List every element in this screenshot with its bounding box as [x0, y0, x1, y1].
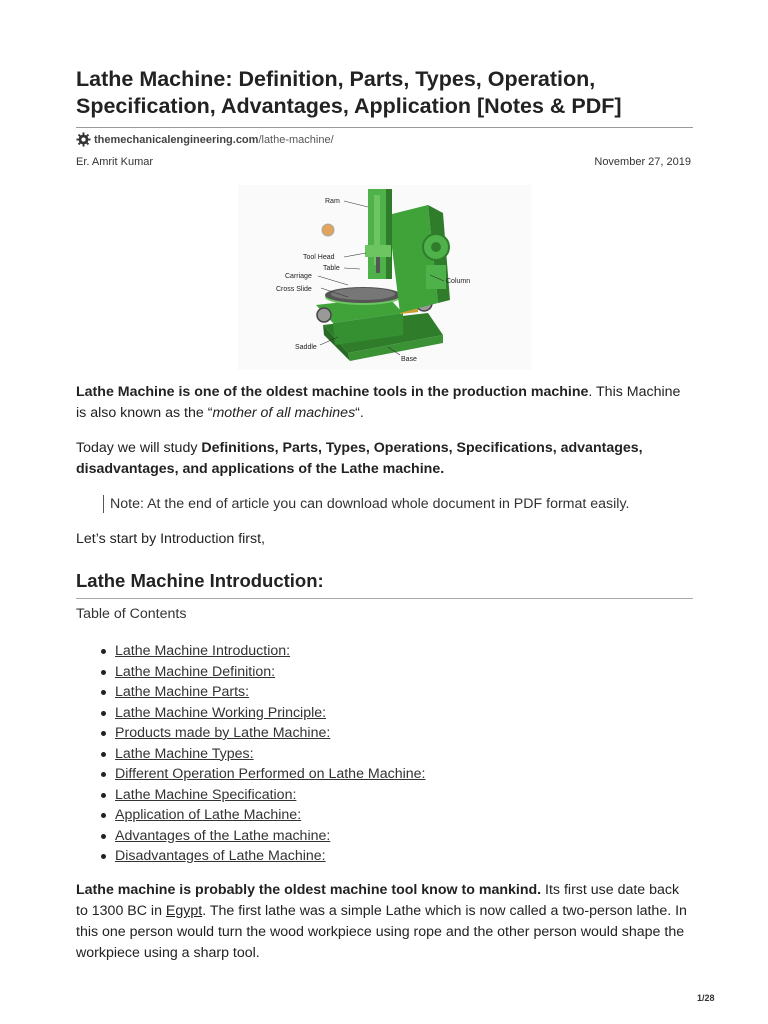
pdf-note-quote: Note: At the end of article you can download whole document in PDF format easily.	[103, 495, 629, 513]
intro-paragraph-3: Let’s start by Introduction first,	[76, 531, 265, 547]
toc-item	[76, 786, 425, 807]
intro-paragraph-2	[76, 438, 693, 480]
title-divider	[76, 127, 693, 128]
intro-text-b: “.	[355, 405, 364, 421]
toc-item	[76, 806, 425, 827]
slotter-machine-illustration	[238, 185, 531, 370]
toc-link-definition[interactable]: Lathe Machine Definition:	[115, 663, 276, 680]
toc-link-specification[interactable]: Lathe Machine Specification:	[115, 786, 297, 803]
history-text-b: . The first lathe was a simple Lathe which is now called a two-person lathe. In this one person would turn the wood workpiece using rope and the other person would shape the workpiece using a sharp tool.	[76, 903, 687, 961]
section-divider	[76, 598, 693, 599]
toc-link-operations[interactable]: Different Operation Performed on Lathe Machine:	[115, 766, 426, 782]
toc-item	[76, 663, 425, 684]
history-bold: Lathe machine is probably the oldest machine tool know to mankind.	[76, 882, 542, 898]
toc-item	[76, 683, 425, 704]
toc-item	[76, 847, 425, 868]
intro-italic: mother of all machines	[212, 405, 356, 421]
author: Er. Amrit Kumar	[76, 156, 154, 168]
history-text-a: Its first use date back to 1300 BC in	[76, 882, 680, 919]
toc-item	[76, 724, 425, 745]
toc-link-disadvantages[interactable]: Disadvantages of Lathe Machine:	[115, 848, 326, 864]
toc-link-introduction[interactable]: Lathe Machine Introduction:	[115, 643, 291, 659]
section-heading: Lathe Machine Introduction:	[76, 570, 324, 591]
toc-title: Table of Contents	[76, 606, 187, 622]
page-number: 1/28	[697, 993, 715, 1003]
intro2-bold: Definitions, Parts, Types, Operations, Specifications, advantages, disadvantages, and applications of the Lathe machine.	[76, 440, 643, 477]
toc-item	[76, 827, 425, 848]
article-meta	[76, 156, 693, 168]
egypt-link[interactable]: Egypt	[165, 903, 203, 919]
intro-bold: Lathe Machine is one of the oldest machine tools in the production machine	[76, 384, 589, 400]
source-domain[interactable]: themechanicalengineering.com	[94, 133, 259, 146]
label-base: Base	[401, 356, 417, 363]
toc-link-parts[interactable]: Lathe Machine Parts:	[115, 684, 250, 700]
table-of-contents	[76, 642, 425, 868]
toc-item	[76, 745, 425, 766]
toc-item	[76, 765, 425, 786]
label-cross-slide: Cross Slide	[276, 286, 312, 293]
toc-link-application[interactable]: Application of Lathe Machine:	[115, 807, 302, 823]
label-tool-head: Tool Head	[303, 254, 335, 261]
page-title: Lathe Machine: Definition, Parts, Types, Operation, Specification, Advantages, Application [Notes & PDF]	[76, 67, 622, 118]
site-gear-icon	[76, 132, 91, 147]
toc-link-products[interactable]: Products made by Lathe Machine:	[115, 725, 331, 741]
intro-text-a: . This Machine is also known as the “	[76, 384, 681, 421]
source-line	[76, 132, 334, 147]
source-path[interactable]: /lathe-machine/	[258, 133, 334, 146]
toc-link-working-principle[interactable]: Lathe Machine Working Principle:	[115, 704, 327, 721]
publish-date: November 27, 2019	[594, 156, 691, 168]
intro-paragraph-1	[76, 382, 693, 424]
label-column: Column	[446, 278, 471, 285]
label-carriage: Carriage	[285, 273, 312, 280]
toc-item	[76, 704, 425, 725]
machine-figure	[238, 185, 531, 370]
label-table: Table	[323, 265, 340, 272]
toc-link-advantages[interactable]: Advantages of the Lathe machine:	[115, 827, 331, 844]
intro2-text: Today we will study	[76, 440, 202, 456]
toc-link-types[interactable]: Lathe Machine Types:	[115, 745, 254, 762]
toc-item	[76, 642, 425, 663]
history-paragraph	[76, 880, 693, 964]
label-ram: Ram	[325, 198, 340, 205]
label-saddle: Saddle	[295, 344, 317, 351]
